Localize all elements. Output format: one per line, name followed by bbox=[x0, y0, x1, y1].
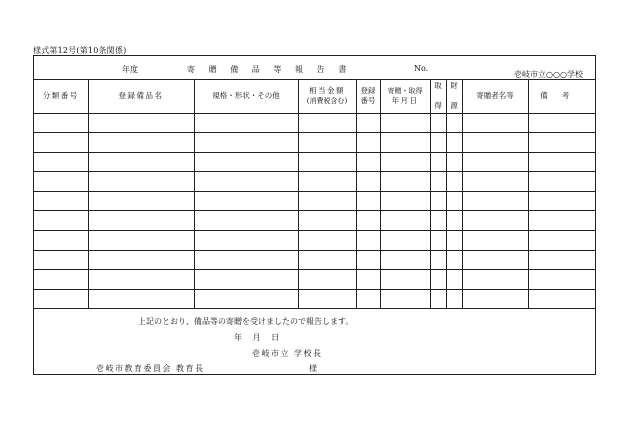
honorific: 様 bbox=[309, 364, 317, 373]
table-cell[interactable] bbox=[528, 113, 595, 133]
table-cell[interactable] bbox=[34, 270, 88, 290]
table-cell[interactable] bbox=[446, 191, 462, 211]
table-cell[interactable] bbox=[298, 270, 356, 290]
report-footer bbox=[34, 310, 595, 374]
table-header-row bbox=[34, 80, 595, 113]
report-statement: 上記のとおり、備品等の寄贈を受けましたので報告します。 bbox=[138, 317, 354, 326]
report-title: 寄贈備品等報告書 bbox=[187, 65, 360, 74]
table-cell[interactable] bbox=[380, 133, 430, 153]
table-cell[interactable] bbox=[462, 133, 528, 153]
table-cell[interactable] bbox=[380, 250, 430, 270]
table-cell[interactable] bbox=[462, 211, 528, 231]
table-cell[interactable] bbox=[356, 152, 380, 172]
form-number-label: 様式第12号(第10条関係) bbox=[33, 46, 127, 55]
table-cell[interactable] bbox=[34, 133, 88, 153]
col-registration-number: 登録 番号 bbox=[356, 80, 380, 113]
table-cell[interactable] bbox=[380, 231, 430, 251]
table-cell[interactable] bbox=[34, 231, 88, 251]
table-cell[interactable] bbox=[462, 270, 528, 290]
table-cell[interactable] bbox=[88, 172, 194, 192]
table-cell[interactable] bbox=[446, 250, 462, 270]
table-cell[interactable] bbox=[194, 211, 298, 231]
table-cell[interactable] bbox=[430, 152, 446, 172]
table-cell[interactable] bbox=[380, 191, 430, 211]
table-cell[interactable] bbox=[430, 250, 446, 270]
table-cell[interactable] bbox=[88, 231, 194, 251]
number-label: No. bbox=[414, 64, 429, 73]
table-cell[interactable] bbox=[462, 113, 528, 133]
table-cell[interactable] bbox=[88, 133, 194, 153]
table-cell[interactable] bbox=[88, 152, 194, 172]
table-cell[interactable] bbox=[298, 152, 356, 172]
table-cell[interactable] bbox=[194, 152, 298, 172]
table-cell[interactable] bbox=[446, 172, 462, 192]
table-cell[interactable] bbox=[446, 270, 462, 290]
table-cell[interactable] bbox=[88, 191, 194, 211]
table-cell[interactable] bbox=[298, 211, 356, 231]
table-cell[interactable] bbox=[446, 152, 462, 172]
table-cell[interactable] bbox=[462, 289, 528, 309]
col-remarks: 備考 bbox=[528, 80, 595, 113]
table-cell[interactable] bbox=[462, 231, 528, 251]
table-body bbox=[34, 113, 595, 309]
table-cell[interactable] bbox=[356, 113, 380, 133]
table-cell[interactable] bbox=[356, 250, 380, 270]
col-classification-number: 分類番号 bbox=[34, 80, 88, 113]
table-cell[interactable] bbox=[528, 152, 595, 172]
table-cell[interactable] bbox=[34, 289, 88, 309]
addressee-line: 壱岐市教育委員会 教育長 bbox=[96, 364, 205, 373]
table-cell[interactable] bbox=[34, 152, 88, 172]
table-cell[interactable] bbox=[34, 113, 88, 133]
table-cell[interactable] bbox=[194, 172, 298, 192]
table-cell[interactable] bbox=[380, 152, 430, 172]
table-cell[interactable] bbox=[194, 133, 298, 153]
table-cell[interactable] bbox=[380, 270, 430, 290]
col-funding-source: 財 源 bbox=[446, 80, 462, 113]
table-cell[interactable] bbox=[380, 211, 430, 231]
table-cell[interactable] bbox=[528, 211, 595, 231]
table-row bbox=[34, 211, 595, 231]
col-donation-date: 寄贈・取得 年月日 bbox=[380, 80, 430, 113]
table-cell[interactable] bbox=[298, 191, 356, 211]
table-cell[interactable] bbox=[34, 250, 88, 270]
table-cell[interactable] bbox=[528, 250, 595, 270]
table-row bbox=[34, 270, 595, 290]
table-cell[interactable] bbox=[298, 113, 356, 133]
table-cell[interactable] bbox=[462, 152, 528, 172]
table-cell[interactable] bbox=[430, 211, 446, 231]
table-cell[interactable] bbox=[528, 289, 595, 309]
equipment-table bbox=[34, 80, 595, 309]
table-row bbox=[34, 250, 595, 270]
table-cell[interactable] bbox=[298, 172, 356, 192]
report-date-line: 年 月 日 bbox=[234, 333, 284, 342]
table-cell[interactable] bbox=[528, 231, 595, 251]
table-cell[interactable] bbox=[462, 250, 528, 270]
table-cell[interactable] bbox=[380, 113, 430, 133]
table-cell[interactable] bbox=[194, 289, 298, 309]
table-cell[interactable] bbox=[356, 191, 380, 211]
table-cell[interactable] bbox=[356, 231, 380, 251]
school-name: 壱岐市立○○○学校 bbox=[514, 70, 583, 79]
table-cell[interactable] bbox=[88, 289, 194, 309]
fiscal-year-label: 年度 bbox=[122, 65, 138, 74]
table-cell[interactable] bbox=[430, 231, 446, 251]
table-cell[interactable] bbox=[34, 211, 88, 231]
table-row bbox=[34, 191, 595, 211]
table-cell[interactable] bbox=[446, 211, 462, 231]
table-cell[interactable] bbox=[88, 250, 194, 270]
table-row bbox=[34, 152, 595, 172]
table-cell[interactable] bbox=[34, 172, 88, 192]
table-cell[interactable] bbox=[298, 133, 356, 153]
table-row bbox=[34, 172, 595, 192]
table-cell[interactable] bbox=[298, 231, 356, 251]
table-cell[interactable] bbox=[194, 250, 298, 270]
table-cell[interactable] bbox=[446, 289, 462, 309]
col-equipment-name: 登録備品名 bbox=[88, 80, 194, 113]
table-cell[interactable] bbox=[528, 172, 595, 192]
table-cell[interactable] bbox=[446, 231, 462, 251]
report-form bbox=[33, 55, 596, 375]
table-row bbox=[34, 289, 595, 309]
table-cell[interactable] bbox=[528, 191, 595, 211]
table-cell[interactable] bbox=[88, 270, 194, 290]
table-cell[interactable] bbox=[298, 250, 356, 270]
table-cell[interactable] bbox=[430, 270, 446, 290]
table-row bbox=[34, 113, 595, 133]
table-cell[interactable] bbox=[356, 289, 380, 309]
table-cell[interactable] bbox=[194, 270, 298, 290]
table-cell[interactable] bbox=[446, 113, 462, 133]
table-cell[interactable] bbox=[356, 133, 380, 153]
table-cell[interactable] bbox=[430, 172, 446, 192]
table-cell[interactable] bbox=[194, 113, 298, 133]
table-cell[interactable] bbox=[528, 133, 595, 153]
col-equivalent-amount: 相当金額 (消費税含む) bbox=[298, 80, 356, 113]
table-row bbox=[34, 231, 595, 251]
table-cell[interactable] bbox=[194, 231, 298, 251]
table-cell[interactable] bbox=[34, 191, 88, 211]
col-donor-name: 寄贈者名等 bbox=[462, 80, 528, 113]
table-cell[interactable] bbox=[430, 133, 446, 153]
col-acquisition: 取 得 bbox=[430, 80, 446, 113]
table-cell[interactable] bbox=[356, 211, 380, 231]
table-cell[interactable] bbox=[430, 289, 446, 309]
table-cell[interactable] bbox=[356, 270, 380, 290]
table-cell[interactable] bbox=[462, 191, 528, 211]
title-row bbox=[34, 56, 595, 80]
table-cell[interactable] bbox=[356, 172, 380, 192]
table-cell[interactable] bbox=[430, 191, 446, 211]
table-cell[interactable] bbox=[430, 113, 446, 133]
table-cell[interactable] bbox=[88, 211, 194, 231]
principal-line: 壱岐市立 学校長 bbox=[252, 349, 323, 358]
table-cell[interactable] bbox=[446, 133, 462, 153]
col-specification: 規格・形状・その他 bbox=[194, 80, 298, 113]
table-cell[interactable] bbox=[298, 289, 356, 309]
table-cell[interactable] bbox=[88, 113, 194, 133]
table-cell[interactable] bbox=[380, 172, 430, 192]
table-cell[interactable] bbox=[194, 191, 298, 211]
table-cell[interactable] bbox=[380, 289, 430, 309]
table-cell[interactable] bbox=[528, 270, 595, 290]
table-row bbox=[34, 133, 595, 153]
table-cell[interactable] bbox=[462, 172, 528, 192]
